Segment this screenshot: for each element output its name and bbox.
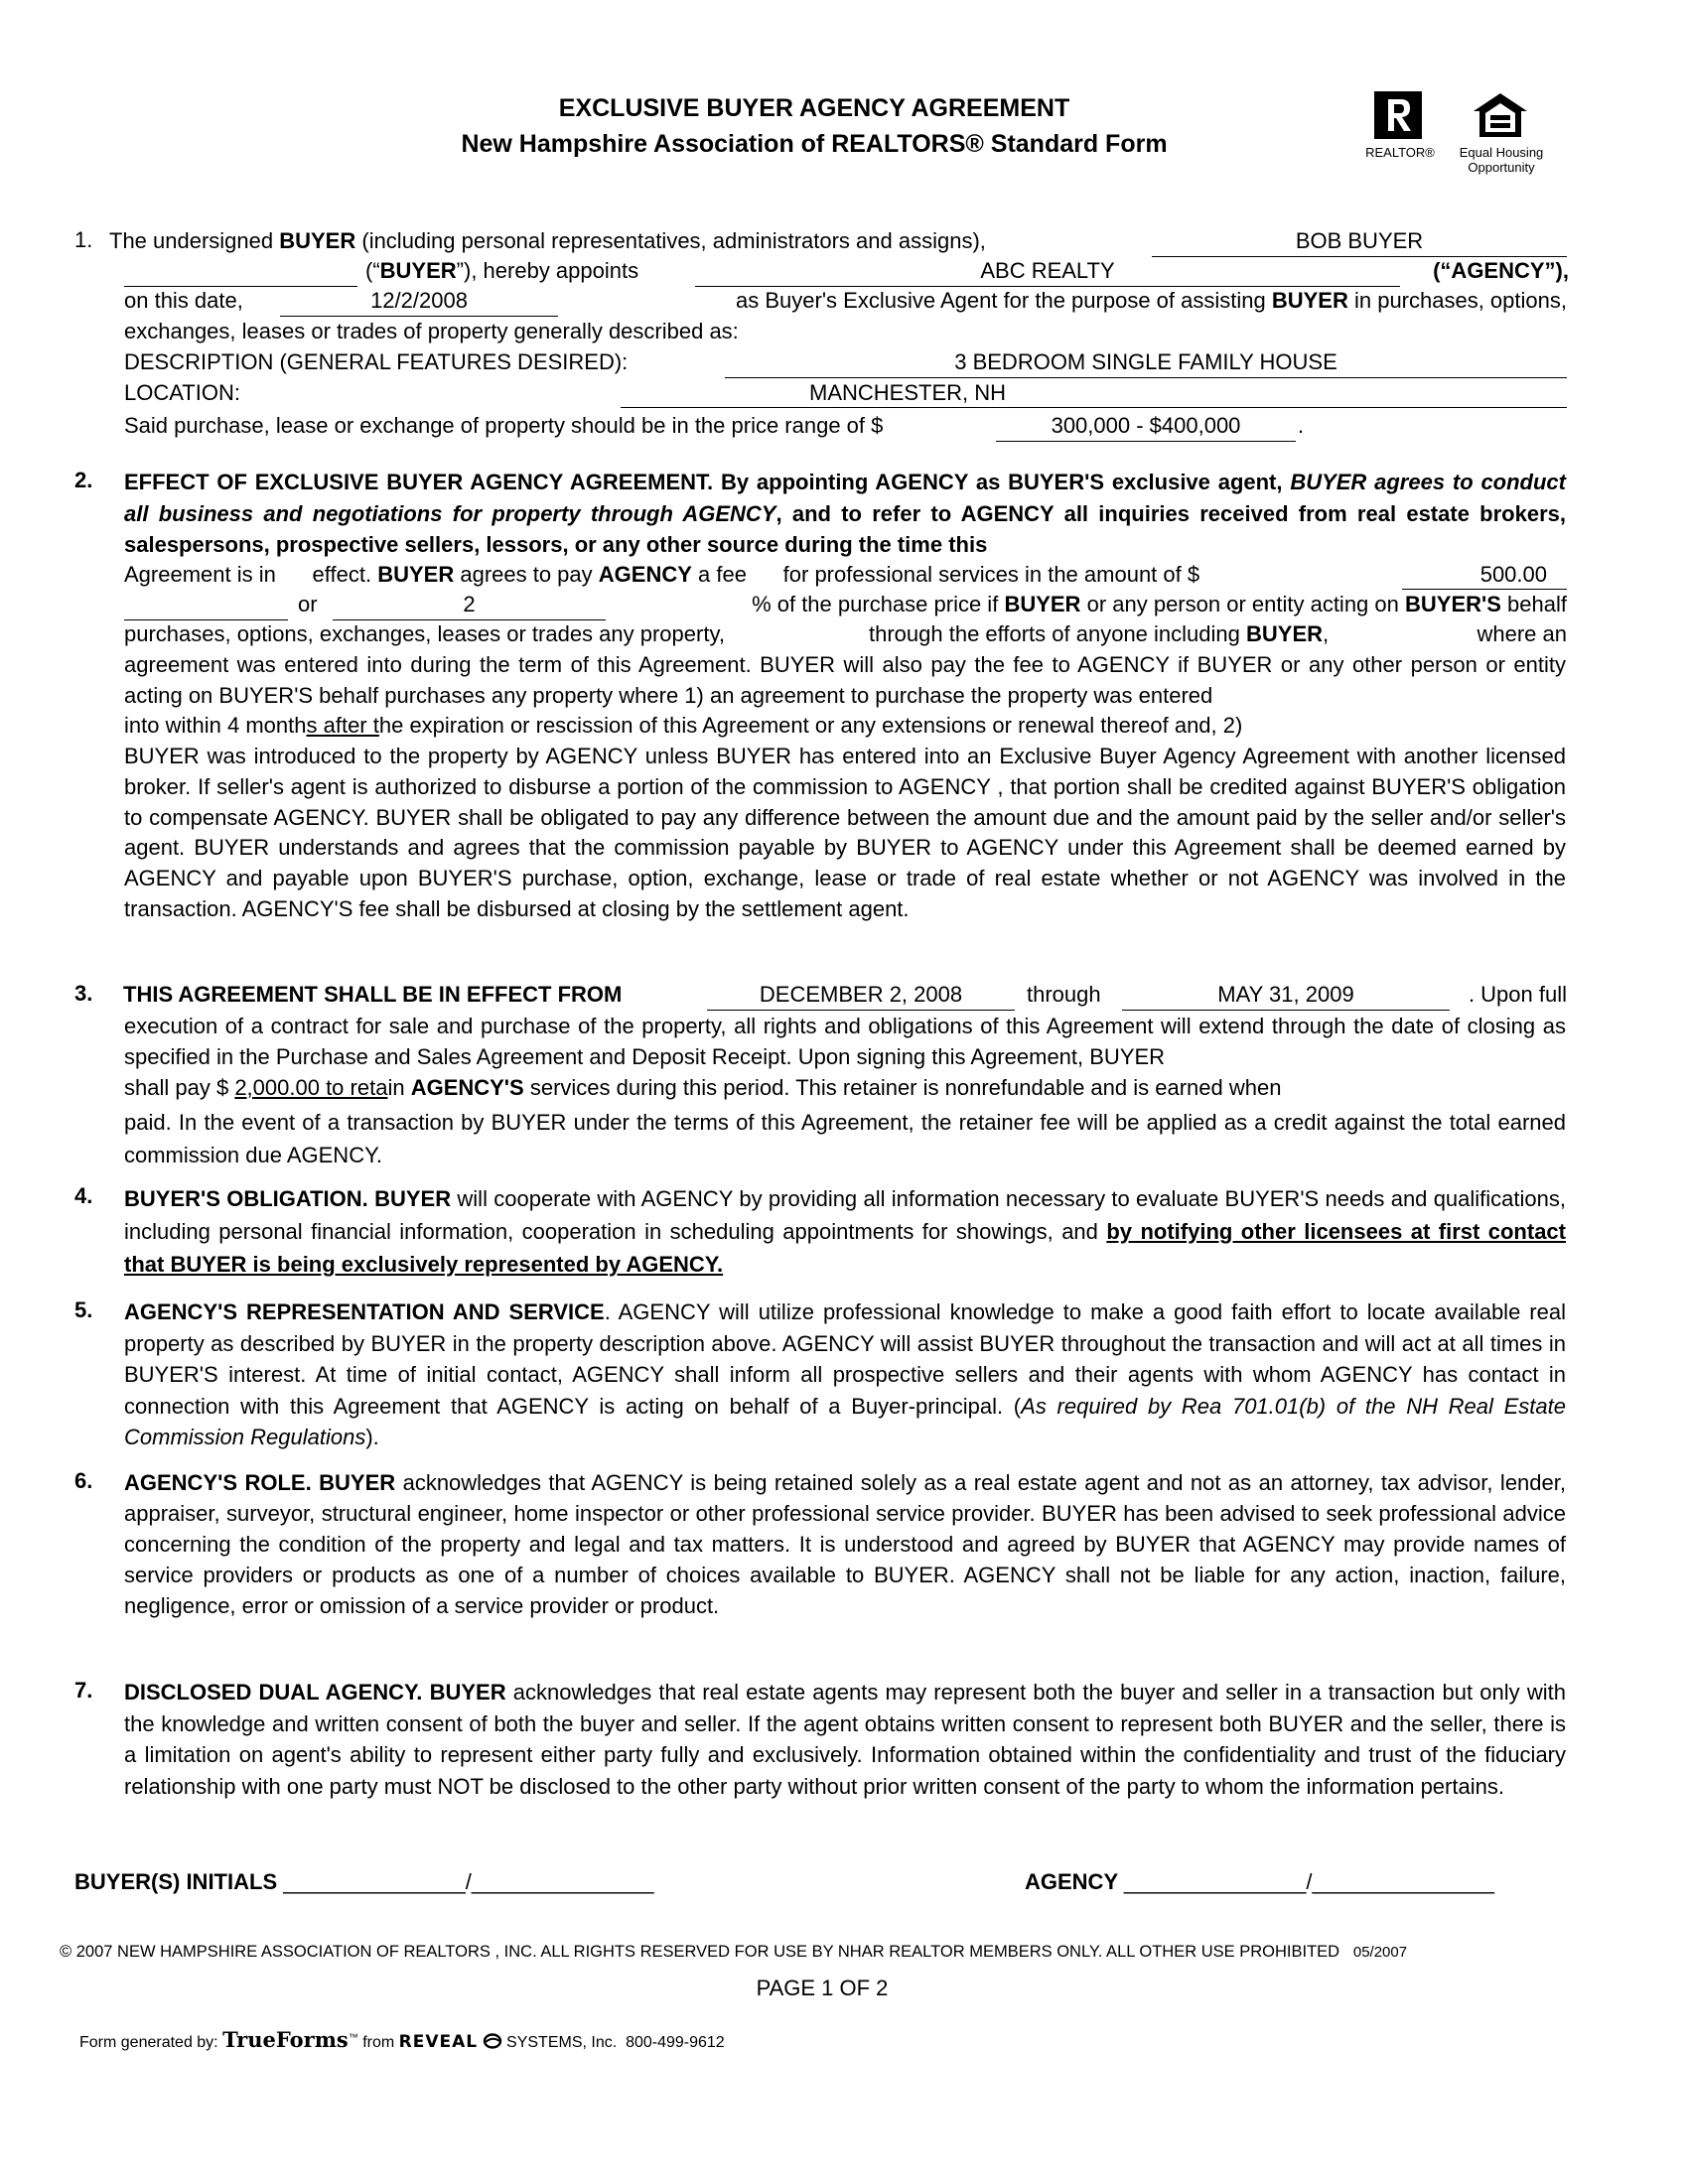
equal-housing-label-1: Equal Housing bbox=[1459, 145, 1544, 160]
s2-pct-line: % of the purchase price if BUYER or any person or entity acting on BUYER'S behalf bbox=[752, 592, 1567, 616]
s1-line-1: The undersigned BUYER (including personal representatives, administrators and assigns), bbox=[109, 228, 986, 253]
s1-date-label: on this date, bbox=[124, 288, 243, 313]
section-6-number: 6. bbox=[74, 1468, 93, 1493]
page-number: PAGE 1 OF 2 bbox=[756, 1976, 889, 2000]
s3-body-1: execution of a contract for sale and purchase of the property, all rights and obligations of this Agreement will extend through the date of closing as specified in the Purchase and Sales Agreement and Deposit Receipt. Upon signing this Agreement, BUYER bbox=[124, 1014, 1566, 1069]
section-1-number: 1. bbox=[74, 227, 93, 252]
s5-body: AGENCY'S REPRESENTATION AND SERVICE. AGENCY will utilize professional knowledge to make a good faith effort to locate available real property as described by BUYER in the property description above. AGENCY will assist BUYER throughout the transaction and will act at all times in BUYER'S interest. At time of initial contact, AGENCY shall inform all prospective sellers and their agents with whom AGENCY has contact in connection with this Agreement that AGENCY is acting on behalf of a Buyer-principal. (As required by Rea 701.01(b) of the NH Real Estate Commission Regulations). bbox=[124, 1299, 1566, 1449]
fee-amount-alt-blank[interactable] bbox=[124, 590, 288, 620]
fee-amount-field[interactable]: 500.00 bbox=[1402, 560, 1567, 590]
s2-body-2: BUYER was introduced to the property by AGENCY unless BUYER has entered into an Exclusive Buyer Agency Agreement with another licensed broker. If seller's agent is authorized to disburse a portion of the commission to AGENCY , that portion shall be credited against BUYER'S obligation to compensate AGENCY. BUYER shall be obligated to pay any difference between the amount due and the amount paid by the seller and/or seller's agent. BUYER understands and agrees that the commission payable by BUYER to AGENCY under this Agreement shall be deemed earned by AGENCY and payable upon BUYER'S purchase, option, exchange, lease or trade of real estate whether or not AGENCY was involved in the transaction. AGENCY'S fee shall be disbursed at closing by the settlement agent. bbox=[124, 744, 1566, 921]
effective-through-field[interactable]: MAY 31, 2009 bbox=[1122, 980, 1450, 1011]
price-range-field[interactable]: 300,000 - $400,000 bbox=[996, 411, 1296, 442]
s4-body: BUYER'S OBLIGATION. BUYER will cooperate with AGENCY by providing all information necessary to evaluate BUYER'S needs and qualifications, including personal financial information, cooperation in scheduling appointments for showings, and by notifying other licensees at first contact that BUYER is being exclusively represented by AGENCY. bbox=[124, 1186, 1566, 1277]
equal-housing-label-2: Opportunity bbox=[1468, 160, 1535, 175]
document-title: EXCLUSIVE BUYER AGENCY AGREEMENT bbox=[558, 94, 1070, 122]
buyer-name-field[interactable]: BOB BUYER bbox=[1152, 226, 1567, 257]
s1-line-3: as Buyer's Exclusive Agent for the purpose of assisting BUYER in purchases, options, bbox=[736, 288, 1567, 313]
form-generator-credit: Form generated by: TrueForms™ from REVEAL SYSTEMS, Inc. 800-499-9612 bbox=[79, 2027, 725, 2052]
realtor-logo-icon bbox=[1374, 91, 1422, 139]
buyer-initials-field[interactable]: _______________/_______________ bbox=[283, 1869, 654, 1894]
s2-or: or bbox=[298, 592, 318, 616]
s1-line-2: (“BUYER”), hereby appoints bbox=[365, 258, 639, 283]
section-2-number: 2. bbox=[74, 468, 93, 492]
agency-name-field[interactable]: ABC REALTY bbox=[695, 256, 1400, 287]
s7-body: DISCLOSED DUAL AGENCY. BUYER acknowledges that real estate agents may represent both the buyer and seller in a transaction but only with the knowledge and written consent of both the buyer and seller. If the agent obtains written consent to represent both BUYER and the seller, there is a limitation on agent's ability to represent either party fully and exclusively. Information obtained within the confidentiality and trust of the fiduciary relationship with one party must NOT be disclosed to the other party without prior written consent of the party to whom the information pertains. bbox=[124, 1680, 1566, 1799]
trueforms-logo: TrueForms bbox=[222, 2027, 349, 2052]
buyer-name-field-continued bbox=[124, 256, 357, 287]
s2-fee-line: Agreement is in effect. BUYER agrees to pay AGENCY a fee for professional services in the amount of $ bbox=[124, 562, 1200, 587]
s3-body-2: paid. In the event of a transaction by BUYER under the terms of this Agreement, the retainer fee will be applied as a credit against the total earned commission due AGENCY. bbox=[124, 1110, 1566, 1167]
price-label: Said purchase, lease or exchange of property should be in the price range of $ bbox=[124, 413, 884, 438]
section-5-number: 5. bbox=[74, 1297, 93, 1322]
s6-body: AGENCY'S ROLE. BUYER acknowledges that AGENCY is being retained solely as a real estate agent and not as an attorney, tax advisor, lender, appraiser, surveyor, structural engineer, home inspector or other professional service provider. BUYER has been advised to seek professional advice concerning the condition of the property and legal and tax matters. It is understood and agreed by BUYER that AGENCY may provide names of service providers or products as one of a number of choices available to BUYER. AGENCY shall not be liable for any action, inaction, failure, negligence, error or omission of a service provider or product. bbox=[124, 1470, 1566, 1618]
effective-from-field[interactable]: DECEMBER 2, 2008 bbox=[707, 980, 1015, 1011]
location-label: LOCATION: bbox=[124, 380, 240, 405]
fee-percent-field[interactable]: 2 bbox=[333, 590, 606, 620]
realtor-logo-label: REALTOR® bbox=[1365, 145, 1435, 160]
description-label: DESCRIPTION (GENERAL FEATURES DESIRED): bbox=[124, 349, 629, 374]
agency-initials: AGENCY _______________/_______________ bbox=[1025, 1869, 1495, 1894]
equal-housing-icon bbox=[1472, 91, 1529, 139]
description-field[interactable]: 3 BEDROOM SINGLE FAMILY HOUSE bbox=[725, 347, 1567, 378]
s2-purch-line: purchases, options, exchanges, leases or trades any property, bbox=[124, 621, 725, 646]
section-4-number: 4. bbox=[74, 1183, 93, 1208]
header-logos bbox=[1350, 91, 1579, 181]
buyer-initials: BUYER(S) INITIALS _______________/_______________ bbox=[74, 1869, 654, 1894]
agency-initials-field[interactable]: _______________/_______________ bbox=[1123, 1869, 1495, 1894]
s3-pay-line: shall pay $ 2,000.00 to retain AGENCY'S services during this period. This retainer is nonrefundable and is earned when bbox=[124, 1075, 1282, 1100]
document-subtitle: New Hampshire Association of REALTORS® Standard Form bbox=[461, 130, 1168, 158]
reveal-logo: REVEAL bbox=[398, 2032, 479, 2052]
s1-line-4: exchanges, leases or trades of property generally described as: bbox=[124, 319, 739, 343]
section-7-number: 7. bbox=[74, 1678, 93, 1703]
reveal-swirl-icon bbox=[483, 2033, 502, 2049]
s2-purch-line-b: through the efforts of anyone including BUYER, bbox=[869, 621, 1330, 646]
s2-months-line: into within 4 months after the expiration or rescission of this Agreement or any extensions or renewal thereof and, 2) bbox=[124, 713, 1243, 738]
s2-body-1: agreement was entered into during the term of this Agreement. BUYER will also pay the fee to AGENCY if BUYER or any other person or entity acting on BUYER'S behalf purchases any property where 1) an agreement to purchase the property was entered bbox=[124, 652, 1566, 708]
copyright-notice: © 2007 NEW HAMPSHIRE ASSOCIATION OF REALTORS , INC. ALL RIGHTS RESERVED FOR USE BY NHAR REALTOR MEMBERS ONLY. ALL OTHER USE PROHIBITED 05/2007 bbox=[60, 1943, 1408, 1961]
s2-purch-line-c: where an bbox=[1477, 621, 1567, 646]
agency-tag: (“AGENCY”), bbox=[1433, 258, 1569, 283]
date-field[interactable]: 12/2/2008 bbox=[280, 286, 558, 317]
s3-upon: . Upon full bbox=[1468, 982, 1567, 1007]
location-field[interactable]: MANCHESTER, NH bbox=[621, 378, 1567, 408]
s3-heading: THIS AGREEMENT SHALL BE IN EFFECT FROM bbox=[123, 982, 623, 1007]
price-period: . bbox=[1298, 413, 1305, 438]
s2-intro: EFFECT OF EXCLUSIVE BUYER AGENCY AGREEMENT. By appointing AGENCY as BUYER'S exclusive agent, BUYER agrees to conduct all business and negotiations for property through AGENCY, and to refer to AGENCY all inquiries received from real estate brokers, salespersons, prospective sellers, lessors, or any other source during the time this bbox=[124, 470, 1567, 557]
section-3-number: 3. bbox=[74, 981, 93, 1006]
s3-through: through bbox=[1027, 982, 1101, 1007]
